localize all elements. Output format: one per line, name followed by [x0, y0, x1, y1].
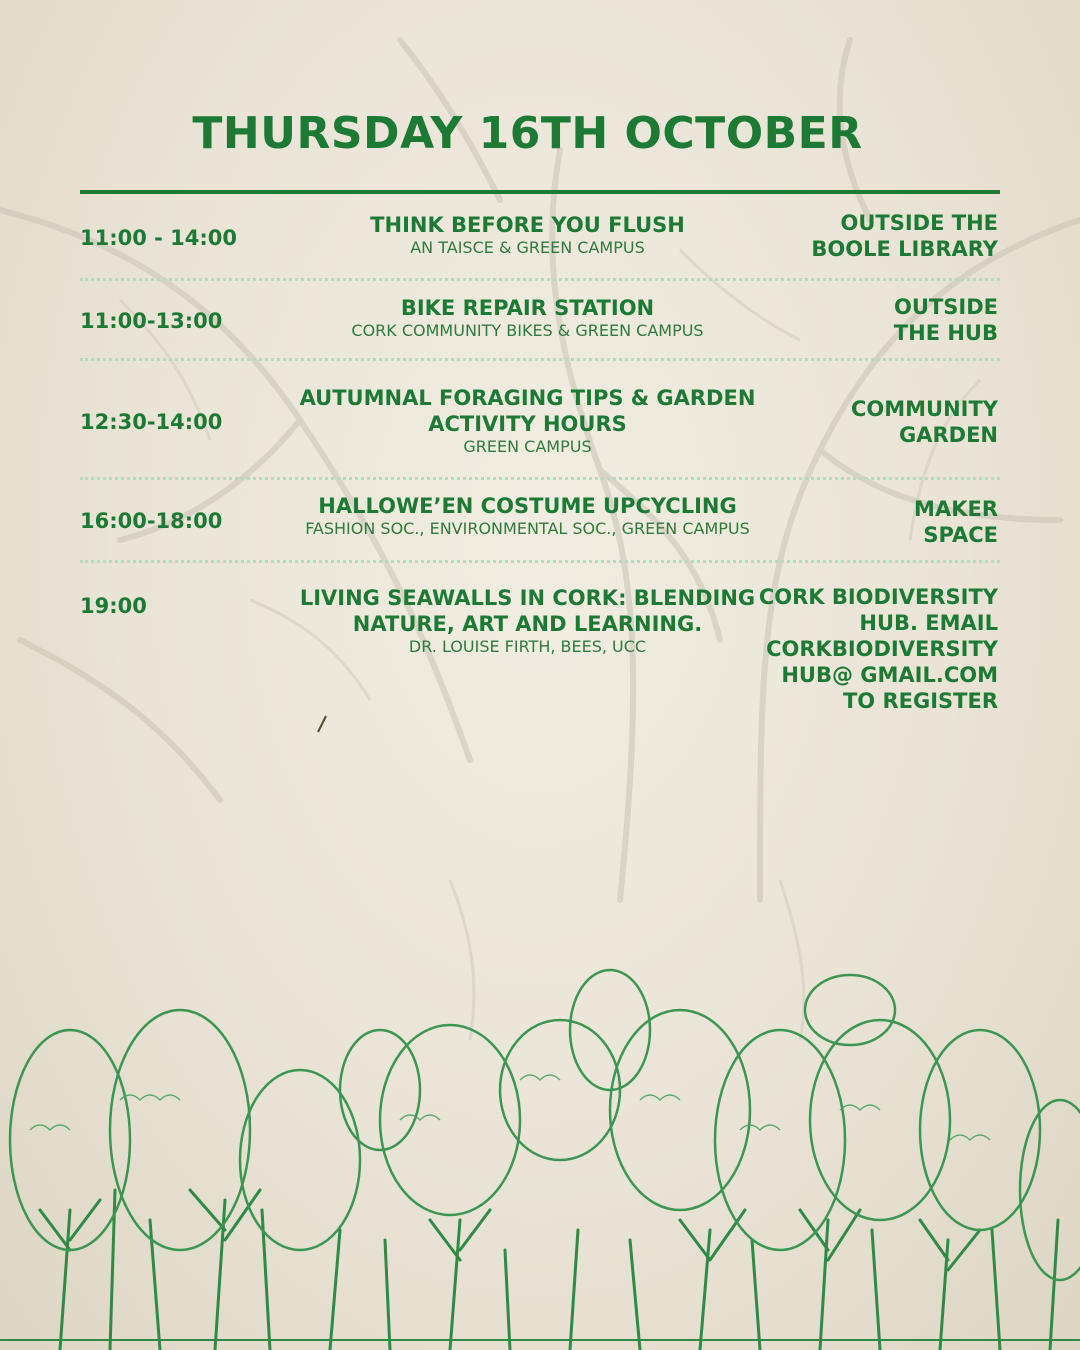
event-details [255, 295, 800, 341]
event-location: MAKER SPACE [914, 497, 998, 547]
row-divider [80, 278, 1000, 281]
row-divider [80, 560, 1000, 563]
event-title: HALLOWE’EN COSTUME UPCYCLING [318, 494, 737, 518]
title-divider [80, 190, 1000, 194]
event-title: LIVING SEAWALLS IN CORK: BLENDING NATURE, ART AND LEARNING. [299, 586, 756, 636]
event-time: 19:00 [80, 594, 147, 618]
forest-illustration [0, 960, 1080, 1350]
event-time: 12:30-14:00 [80, 410, 223, 434]
event-organiser: GREEN CAMPUS [463, 437, 592, 456]
event-time: 11:00 - 14:00 [80, 226, 238, 250]
event-location: OUTSIDE THE HUB [893, 295, 998, 345]
small-dash-mark [318, 716, 326, 732]
event-organiser: CORK COMMUNITY BIKES & GREEN CAMPUS [351, 321, 704, 340]
event-organiser: FASHION SOC., ENVIRONMENTAL SOC., GREEN CAMPUS [305, 519, 750, 538]
event-time: 11:00-13:00 [80, 309, 223, 333]
event-organiser: AN TAISCE & GREEN CAMPUS [410, 238, 645, 257]
event-location: COMMUNITY GARDEN [850, 397, 998, 447]
event-location: OUTSIDE THE BOOLE LIBRARY [811, 211, 998, 261]
event-location: CORK BIODIVERSITY HUB. EMAIL CORKBIODIVERSITY HUB@ GMAIL.COM TO REGISTER [758, 585, 998, 713]
page-title: THURSDAY 16TH OCTOBER [192, 108, 863, 159]
event-details [255, 212, 800, 258]
event-time: 16:00-18:00 [80, 509, 223, 533]
event-details [245, 493, 810, 539]
event-organiser: DR. LOUISE FIRTH, BEES, UCC [408, 637, 647, 656]
event-title: THINK BEFORE YOU FLUSH [370, 213, 685, 237]
event-details [255, 585, 800, 657]
event-title: BIKE REPAIR STATION [400, 296, 655, 320]
row-divider [80, 477, 1000, 480]
row-divider [80, 358, 1000, 361]
event-title: AUTUMNAL FORAGING TIPS & GARDEN ACTIVITY HOURS [299, 386, 756, 436]
event-details [255, 385, 800, 457]
